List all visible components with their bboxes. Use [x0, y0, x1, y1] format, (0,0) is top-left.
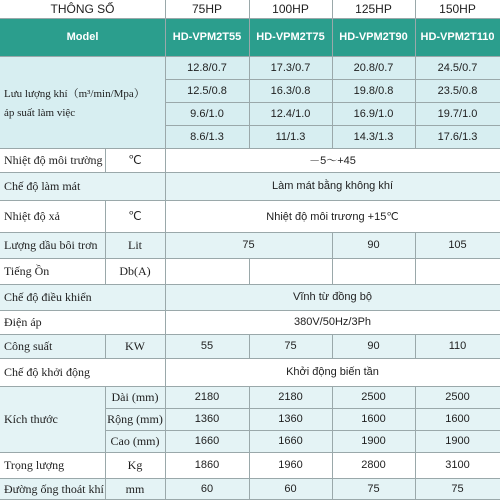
- pipe-value: 60: [165, 478, 249, 500]
- flow-cell: 12.5/0.8: [165, 79, 249, 102]
- noise-unit: Db(A): [105, 258, 165, 284]
- power-value: 110: [415, 334, 500, 358]
- noise-value-empty: [415, 258, 500, 284]
- model-label: Model: [0, 18, 165, 56]
- weight-value: 1860: [165, 452, 249, 478]
- weight-label: Trọng lượng: [0, 452, 105, 478]
- grid-line: [165, 0, 166, 500]
- flow-cell: 16.9/1.0: [332, 102, 415, 125]
- grid-line: [249, 258, 250, 284]
- voltage-value: 380V/50Hz/3Ph: [165, 310, 500, 334]
- grid-line: [105, 148, 106, 172]
- env-temp-value: －5～+45: [165, 148, 500, 172]
- grid-line: [249, 386, 250, 500]
- dims-width-value: 1600: [415, 408, 500, 430]
- oil-value: 90: [332, 232, 415, 258]
- pipe-value: 75: [415, 478, 500, 500]
- grid-line: [0, 358, 500, 359]
- weight-value: 1960: [249, 452, 332, 478]
- oil-value: 75: [165, 232, 332, 258]
- header-col-75hp: 75HP: [165, 0, 249, 18]
- exhaust-temp-unit: ℃: [105, 200, 165, 232]
- flow-cell: 17.6/1.3: [415, 125, 500, 148]
- dims-length-value: 2500: [415, 386, 500, 408]
- control-value: Vĩnh từ đồng bộ: [165, 284, 500, 310]
- weight-unit: Kg: [105, 452, 165, 478]
- flow-cell: 19.8/0.8: [332, 79, 415, 102]
- grid-line: [105, 334, 106, 358]
- header-title: THÔNG SỐ: [0, 0, 165, 18]
- flow-cell: 24.5/0.7: [415, 56, 500, 79]
- flow-cell: 8.6/1.3: [165, 125, 249, 148]
- grid-line: [0, 232, 500, 233]
- power-value: 90: [332, 334, 415, 358]
- cooling-value: Làm mát bằng không khí: [165, 172, 500, 200]
- weight-value: 3100: [415, 452, 500, 478]
- flow-cell: 20.8/0.7: [332, 56, 415, 79]
- grid-line: [0, 478, 500, 479]
- grid-line: [0, 200, 500, 201]
- grid-line: [0, 334, 500, 335]
- grid-line: [0, 172, 500, 173]
- pipe-value: 60: [249, 478, 332, 500]
- grid-line: [415, 232, 416, 284]
- exhaust-temp-value: Nhiệt độ môi trương +15℃: [165, 200, 500, 232]
- pipe-unit: mm: [105, 478, 165, 500]
- flow-cell: 11/1.3: [249, 125, 332, 148]
- dims-height-label: Cao (mm): [105, 430, 165, 452]
- flow-cell: 16.3/0.8: [249, 79, 332, 102]
- pipe-label: Đường ống thoát khí: [0, 478, 105, 500]
- flow-cell: 14.3/1.3: [332, 125, 415, 148]
- env-temp-label: Nhiệt độ môi trường: [0, 148, 105, 172]
- flow-label-block: [0, 56, 165, 148]
- grid-line: [0, 56, 500, 57]
- env-temp-unit: ℃: [105, 148, 165, 172]
- grid-line: [0, 386, 500, 387]
- cooling-label: Chế độ làm mát: [0, 172, 165, 200]
- oil-unit: Lit: [105, 232, 165, 258]
- header-col-150hp: 150HP: [415, 0, 500, 18]
- power-value: 55: [165, 334, 249, 358]
- dims-height-value: 1660: [165, 430, 249, 452]
- power-unit: KW: [105, 334, 165, 358]
- voltage-label: Điện áp: [0, 310, 165, 334]
- weight-value: 2800: [332, 452, 415, 478]
- control-label: Chế độ điều khiển: [0, 284, 165, 310]
- flow-cell: 23.5/0.8: [415, 79, 500, 102]
- flow-label: Lưu lượng khí（m³/min/Mpa）: [4, 88, 145, 100]
- dims-width-value: 1360: [165, 408, 249, 430]
- noise-value-empty: [165, 258, 249, 284]
- dims-width-value: 1600: [332, 408, 415, 430]
- power-label: Công suất: [0, 334, 105, 358]
- flow-cell: 9.6/1.0: [165, 102, 249, 125]
- grid-line: [105, 200, 106, 284]
- grid-line: [332, 232, 333, 284]
- grid-line: [415, 386, 416, 500]
- model-cell: HD-VPM2T110: [415, 18, 500, 56]
- grid-line: [0, 18, 500, 19]
- noise-label: Tiếng Ồn: [0, 258, 105, 284]
- grid-line: [0, 284, 500, 285]
- flow-cell: 12.4/1.0: [249, 102, 332, 125]
- dims-length-label: Dài (mm): [105, 386, 165, 408]
- dims-length-value: 2500: [332, 386, 415, 408]
- header-col-125hp: 125HP: [332, 0, 415, 18]
- pipe-value: 75: [332, 478, 415, 500]
- exhaust-temp-label: Nhiệt độ xả: [0, 200, 105, 232]
- flow-cell: 17.3/0.7: [249, 56, 332, 79]
- oil-label: Lượng dầu bôi trơn: [0, 232, 105, 258]
- dims-width-label: Rộng (mm): [105, 408, 165, 430]
- grid-line: [415, 0, 416, 148]
- model-cell: HD-VPM2T90: [332, 18, 415, 56]
- header-col-100hp: 100HP: [249, 0, 332, 18]
- flow-cell: 12.8/0.7: [165, 56, 249, 79]
- flow-label-sub: áp suất làm việc: [4, 107, 76, 119]
- grid-line: [0, 148, 500, 149]
- grid-line: [0, 452, 500, 453]
- start-value: Khởi động biến tần: [165, 358, 500, 386]
- flow-cell: 19.7/1.0: [415, 102, 500, 125]
- dims-label: Kích thước: [0, 386, 105, 452]
- grid-line: [332, 0, 333, 148]
- grid-line: [249, 0, 250, 148]
- dims-height-value: 1660: [249, 430, 332, 452]
- noise-value-empty: [332, 258, 415, 284]
- dims-length-value: 2180: [249, 386, 332, 408]
- grid-line: [332, 386, 333, 500]
- model-cell: HD-VPM2T55: [165, 18, 249, 56]
- dims-width-value: 1360: [249, 408, 332, 430]
- grid-line: [105, 386, 106, 500]
- grid-line: [0, 258, 500, 259]
- dims-length-value: 2180: [165, 386, 249, 408]
- power-value: 75: [249, 334, 332, 358]
- grid-line: [332, 334, 333, 358]
- model-cell: HD-VPM2T75: [249, 18, 332, 56]
- dims-height-value: 1900: [332, 430, 415, 452]
- grid-line: [249, 334, 250, 358]
- grid-line: [415, 334, 416, 358]
- grid-line: [0, 310, 500, 311]
- dims-height-value: 1900: [415, 430, 500, 452]
- noise-value-empty: [249, 258, 332, 284]
- oil-value: 105: [415, 232, 500, 258]
- start-label: Chế độ khởi động: [0, 358, 165, 386]
